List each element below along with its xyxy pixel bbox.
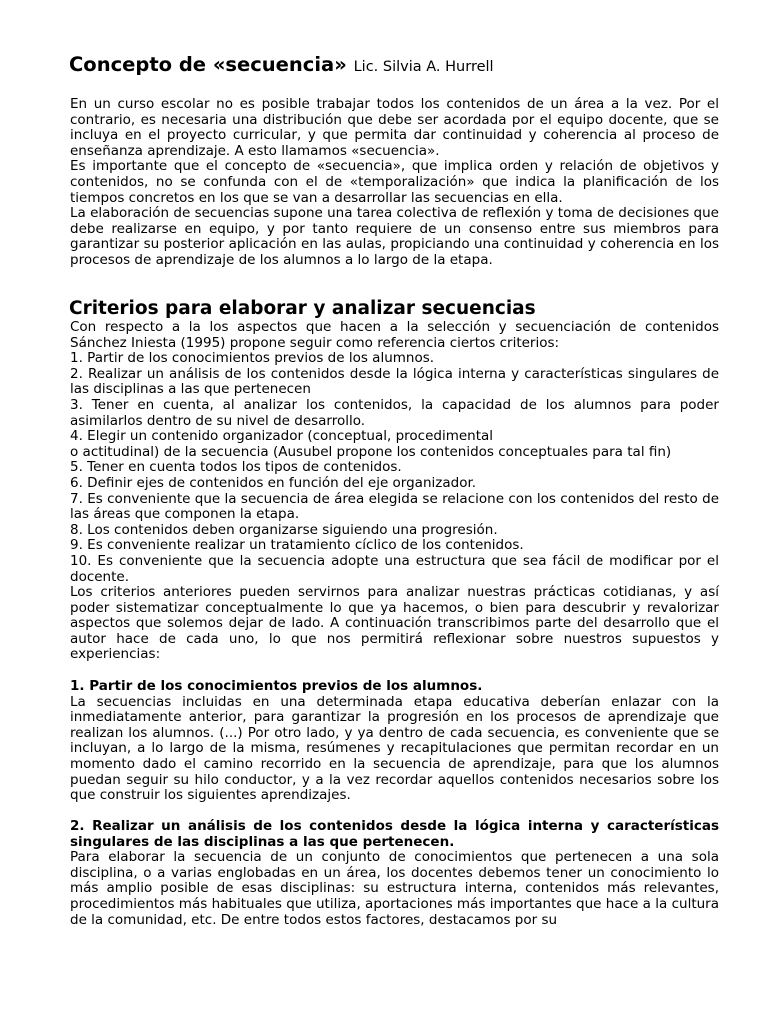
document-title bbox=[69, 52, 494, 80]
criteria-item: 9. Es conveniente realizar un tratamiento cíclico de los contenidos. bbox=[70, 537, 524, 554]
section-1 bbox=[70, 679, 719, 804]
section-2-heading: 2. Realizar un análisis de los contenidos desde la lógica interna y características singulares de las disciplinas a las que pertenecen. bbox=[70, 818, 719, 850]
section-2 bbox=[70, 819, 719, 928]
criteria-item: 6. Definir ejes de contenidos en función del eje organizador. bbox=[70, 474, 477, 491]
section-1-heading: 1. Partir de los conocimientos previos de los alumnos. bbox=[70, 678, 483, 694]
intro-paragraph: Es importante que el concepto de «secuencia», que implica orden y relación de objetivos y contenidos, no se confunda con el de «temporalización» que indica la planificación de los tiempos concretos en los que se van a desarrollar las secuencias en ella. bbox=[70, 158, 719, 206]
criteria-item: 4. Elegir un contenido organizador (conceptual, procedimental bbox=[70, 428, 494, 445]
criteria-item: 2. Realizar un análisis de los contenidos desde la lógica interna y características singulares de las disciplinas a las que pertenecen bbox=[70, 365, 719, 398]
section-2-body: Para elaborar la secuencia de un conjunto de conocimientos que pertenecen a una sola disciplina, o a varias englobadas en un área, los docentes debemos tener un conocimiento lo más amplio posible de esas disciplinas: su estructura interna, contenidos más relevantes, procedimientos más habituales que utiliza, aportaciones más importantes que hace a la cultura de la comunidad, etc. De entre todos estos factores, destacamos por su bbox=[70, 849, 719, 928]
criteria-item: 10. Es conveniente que la secuencia adopte una estructura que sea fácil de modificar por el docente. bbox=[70, 552, 719, 585]
criteria-closing: Los criterios anteriores pueden servirnos para analizar nuestras prácticas cotidianas, y así poder sistematizar conceptualmente lo que ya hacemos, o bien para descubrir y revalorizar aspectos que solemos dejar de lado. A continuación transcribimos parte del desarrollo que el autor hace de cada uno, lo que nos permitirá reflexionar sobre nuestros supuestos y experiencias: bbox=[70, 584, 719, 663]
intro-section bbox=[70, 97, 719, 269]
criteria-item: 1. Partir de los conocimientos previos de los alumnos. bbox=[70, 350, 435, 367]
criteria-intro: Con respecto a la los aspectos que hacen a la selección y secuenciación de contenidos Sánchez Iniesta (1995) propone seguir como referencia ciertos criterios: bbox=[70, 319, 719, 351]
criteria-item: o actitudinal) de la secuencia (Ausubel propone los contenidos conceptuales para tal fin) bbox=[70, 443, 672, 460]
intro-paragraph: La elaboración de secuencias supone una tarea colectiva de reflexión y toma de decisiones que debe realizarse en equipo, y por tanto requiere de un consenso entre sus miembros para garantizar su posterior aplicación en las aulas, propiciando una continuidad y coherencia en los procesos de aprendizaje de los alumnos a lo largo de la etapa. bbox=[70, 205, 719, 268]
criteria-item: 7. Es conveniente que la secuencia de área elegida se relacione con los contenidos del resto de las áreas que componen la etapa. bbox=[70, 490, 719, 523]
criteria-section bbox=[70, 320, 719, 663]
criteria-item: 3. Tener en cuenta, al analizar los contenidos, la capacidad de los alumnos para poder asimilarlos dentro de su nivel de desarrollo. bbox=[70, 396, 719, 429]
intro-paragraph: En un curso escolar no es posible trabajar todos los contenidos de un área a la vez. Por el contrario, es necesaria una distribución que debe ser acordada por el equipo docente, que se incluya en el proyecto curricular, y que permita dar continuidad y coherencia al proceso de enseñanza aprendizaje. A esto llamamos «secuencia». bbox=[70, 96, 719, 159]
section-1-body: La secuencias incluidas en una determinada etapa educativa deberían enlazar con la inmediatamente anterior, para garantizar la progresión en los procesos de aprendizaje que realizan los alumnos. (...) Por otro lado, y ya dentro de cada secuencia, es conveniente que se incluyan, a lo largo de la misma, resúmenes y recapitulaciones que permitan recordar en un momento dado el camino recorrido en la secuencia de aprendizaje, para que los alumnos puedan seguir su hilo conductor, y a la vez recordar aquellos contenidos necesarios sobre los que construir los siguientes aprendizajes. bbox=[70, 693, 719, 804]
title-text: Concepto de «secuencia» bbox=[69, 53, 347, 76]
criteria-item: 5. Tener en cuenta todos los tipos de contenidos. bbox=[70, 459, 402, 476]
author-name: Lic. Silvia A. Hurrell bbox=[353, 59, 494, 75]
criteria-item: 8. Los contenidos deben organizarse siguiendo una progresión. bbox=[70, 521, 498, 538]
criteria-heading: Criterios para elaborar y analizar secuencias bbox=[69, 298, 536, 319]
